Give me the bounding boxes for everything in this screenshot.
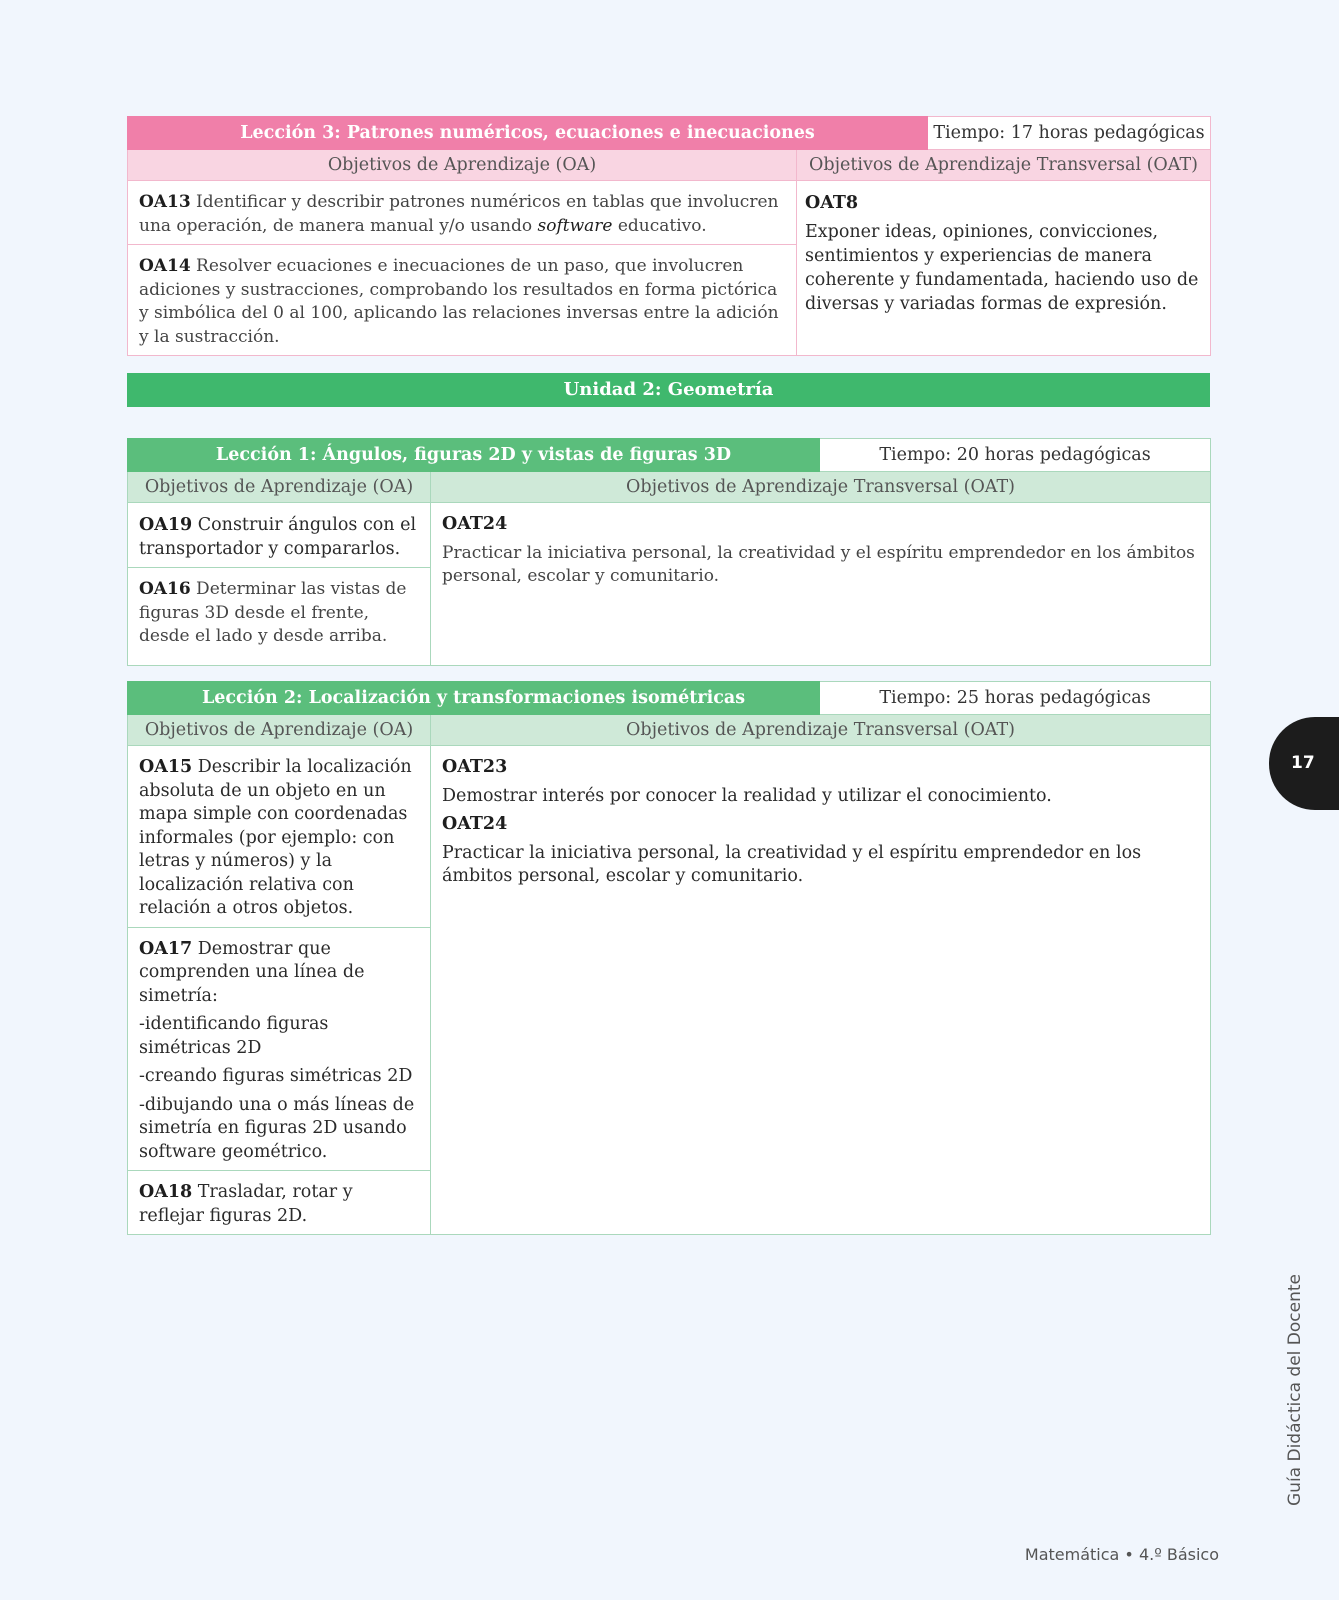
oa15-code: OA15: [139, 757, 193, 777]
lesson3-time: Tiempo: 17 horas pedagógicas: [928, 117, 1211, 150]
lesson2-title: Lección 2: Localización y transformaciones isométricas: [128, 682, 820, 715]
oat8-cell: [797, 181, 1211, 356]
oa13-code: OA13: [139, 192, 191, 212]
page-number-tab: [1269, 717, 1339, 810]
oa19-code: OA19: [139, 515, 193, 535]
oat23-text: Demostrar interés por conocer la realidad y utilizar el conocimiento.: [442, 785, 1052, 806]
lesson2-oat-cell: [431, 746, 1211, 1235]
lesson2-oa-header: Objetivos de Aprendizaje (OA): [128, 715, 431, 746]
oa17-item: -identificando figuras simétricas 2D: [139, 1014, 329, 1058]
oa17-cell: [128, 927, 431, 1171]
oa16-code: OA16: [139, 579, 191, 599]
oa17-text: Demostrar que comprenden una línea de simetría:: [139, 938, 365, 1006]
lesson1-oa-header: Objetivos de Aprendizaje (OA): [128, 472, 431, 503]
lesson1-title: Lección 1: Ángulos, figuras 2D y vistas de figuras 3D: [128, 439, 820, 472]
oa13-text: Identificar y describir patrones numéricos en tablas que involucren una operación, de manera manual y/o usando: [139, 192, 779, 236]
oat24-text-l1: Practicar la iniciativa personal, la creatividad y el espíritu emprendedor en los ámbitos personal, escolar y comunitario.: [442, 542, 1195, 586]
lesson2-time: Tiempo: 25 horas pedagógicas: [820, 682, 1211, 715]
oa13-italic: software: [537, 215, 613, 236]
oa17-item: -dibujando una o más líneas de simetría en figuras 2D usando software geométrico.: [139, 1094, 415, 1162]
oa15-text: Describir la localización absoluta de un objeto en un mapa simple con coordenadas informales (por ejemplo: con letras y números) y la localización relativa con relación a otros objetos.: [139, 757, 412, 918]
oa13-cell: [128, 181, 797, 245]
oa17-code: OA17: [139, 938, 193, 959]
lesson2-table: [127, 681, 1211, 1235]
unit2-title: Unidad 2: Geometría: [127, 373, 1210, 407]
oa18-text: Trasladar, rotar y reflejar figuras 2D.: [139, 1182, 353, 1226]
oa19-cell: [128, 503, 431, 568]
oa16-text: Determinar las vistas de figuras 3D desde el frente, desde el lado y desde arriba.: [139, 579, 407, 646]
oat24-text-l2: Practicar la iniciativa personal, la creatividad y el espíritu emprendedor en los ámbitos personal, escolar y comunitario.: [442, 842, 1142, 886]
oa14-code: OA14: [139, 256, 191, 276]
lesson3-oat-header: Objetivos de Aprendizaje Transversal (OAT): [797, 150, 1211, 181]
oa14-cell: [128, 245, 797, 356]
oat23-code: OAT23: [442, 757, 508, 777]
lesson2-oat-header: Objetivos de Aprendizaje Transversal (OAT): [431, 715, 1211, 746]
oa19-text: Construir ángulos con el transportador y compararlos.: [139, 515, 417, 559]
oat24-code-l1: OAT24: [442, 514, 508, 534]
oa18-code: OA18: [139, 1182, 193, 1202]
oa16-cell: [128, 568, 431, 666]
lesson3-table: [127, 116, 1211, 356]
oa15-cell: [128, 746, 431, 928]
lesson3-oa-header: Objetivos de Aprendizaje (OA): [128, 150, 797, 181]
oa14-text: Resolver ecuaciones e inecuaciones de un paso, que involucren adiciones y sustracciones, comprobando los resultados en forma pictórica y simbólica del 0 al 100, aplicando las relaciones inversas entre la adición y la sustracción.: [139, 256, 779, 347]
oat24-cell-l1: [431, 503, 1211, 666]
oat24-code-l2: OAT24: [442, 814, 508, 834]
oat8-code: OAT8: [805, 193, 859, 213]
oa18-cell: [128, 1171, 431, 1235]
oa17-item: -creando figuras simétricas 2D: [139, 1066, 413, 1086]
page-number: 17: [1291, 753, 1315, 773]
lesson3-title: Lección 3: Patrones numéricos, ecuaciones e inecuaciones: [128, 117, 928, 150]
oa13-text-end: educativo.: [612, 215, 707, 236]
lesson1-time: Tiempo: 20 horas pedagógicas: [820, 439, 1211, 472]
footer-text: Matemática • 4.º Básico: [1024, 1545, 1219, 1564]
oat8-text: Exponer ideas, opiniones, convicciones, sentimientos y experiencias de manera coherente y fundamentada, haciendo uso de diversas y variadas formas de expresión.: [805, 222, 1199, 314]
lesson1-oat-header: Objetivos de Aprendizaje Transversal (OAT): [431, 472, 1211, 503]
lesson1-table: [127, 438, 1211, 666]
side-title: Guía Didáctica del Docente: [1285, 1274, 1305, 1506]
